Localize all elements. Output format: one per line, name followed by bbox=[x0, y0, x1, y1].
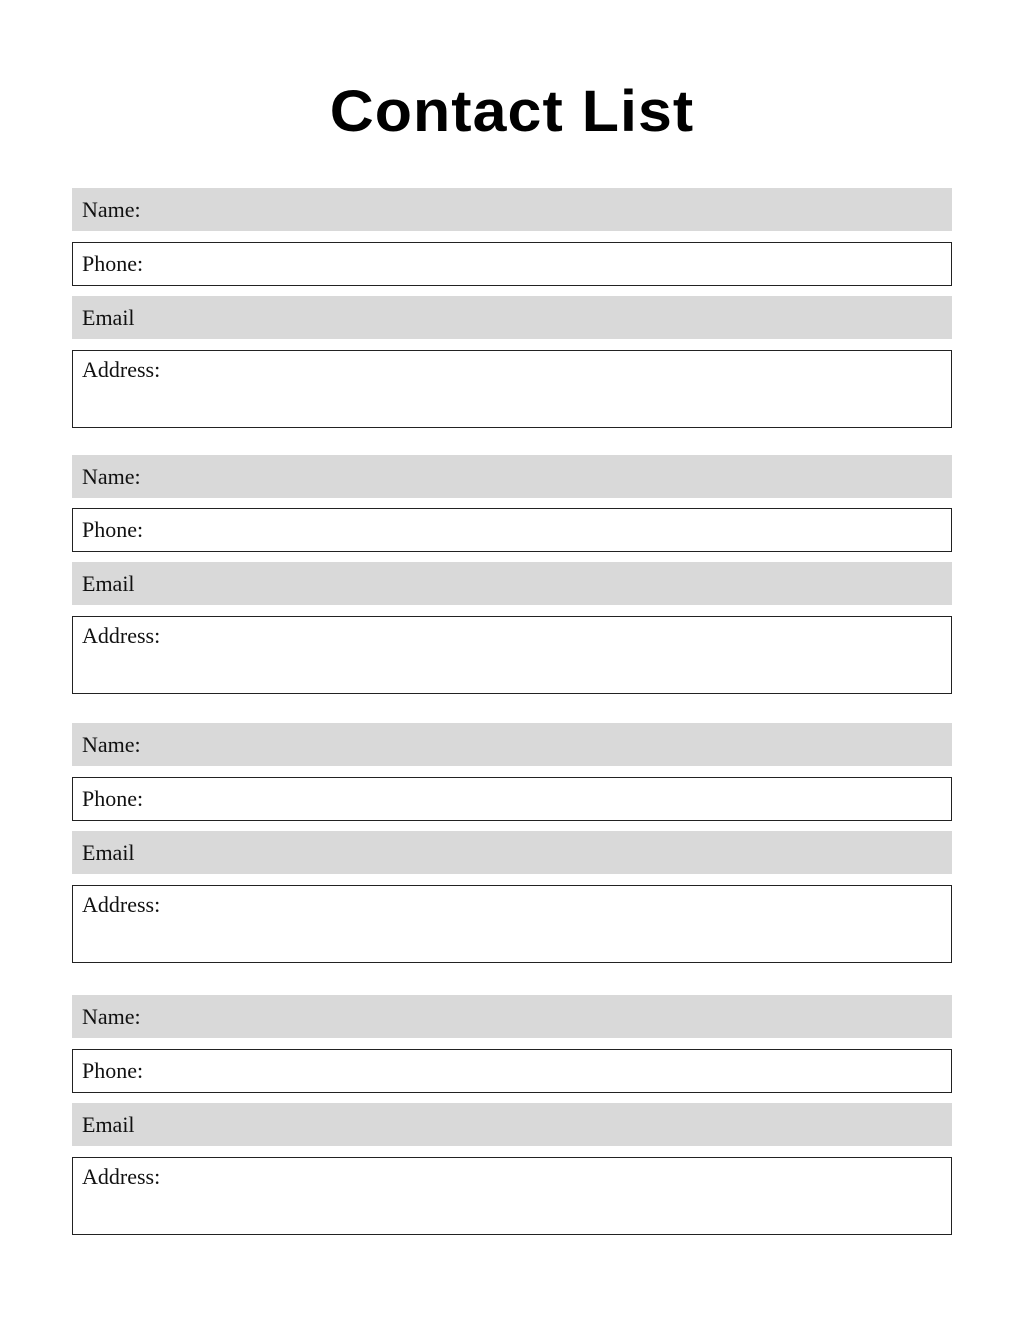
phone-field[interactable] bbox=[72, 1049, 952, 1093]
phone-label: Phone: bbox=[82, 786, 144, 811]
phone-label: Phone: bbox=[82, 517, 144, 542]
email-label: Email bbox=[82, 305, 135, 330]
address-field[interactable] bbox=[72, 616, 952, 694]
email-field[interactable] bbox=[72, 296, 952, 339]
address-label: Address: bbox=[82, 623, 161, 648]
phone-label: Phone: bbox=[82, 1058, 144, 1083]
address-label: Address: bbox=[82, 1164, 161, 1189]
address-field[interactable] bbox=[72, 350, 952, 428]
name-label: Name: bbox=[82, 197, 141, 222]
name-label: Name: bbox=[82, 464, 141, 489]
email-field[interactable] bbox=[72, 1103, 952, 1146]
address-field[interactable] bbox=[72, 885, 952, 963]
name-field[interactable] bbox=[72, 455, 952, 498]
email-field[interactable] bbox=[72, 831, 952, 874]
name-field[interactable] bbox=[72, 995, 952, 1038]
name-field[interactable] bbox=[72, 723, 952, 766]
email-label: Email bbox=[82, 840, 135, 865]
name-label: Name: bbox=[82, 732, 141, 757]
name-field[interactable] bbox=[72, 188, 952, 231]
email-label: Email bbox=[82, 571, 135, 596]
address-label: Address: bbox=[82, 892, 161, 917]
email-field[interactable] bbox=[72, 562, 952, 605]
email-label: Email bbox=[82, 1112, 135, 1137]
phone-field[interactable] bbox=[72, 777, 952, 821]
address-label: Address: bbox=[82, 357, 161, 382]
address-field[interactable] bbox=[72, 1157, 952, 1235]
phone-label: Phone: bbox=[82, 251, 144, 276]
phone-field[interactable] bbox=[72, 508, 952, 552]
name-label: Name: bbox=[82, 1004, 141, 1029]
page-title: Contact List bbox=[329, 79, 695, 144]
phone-field[interactable] bbox=[72, 242, 952, 286]
